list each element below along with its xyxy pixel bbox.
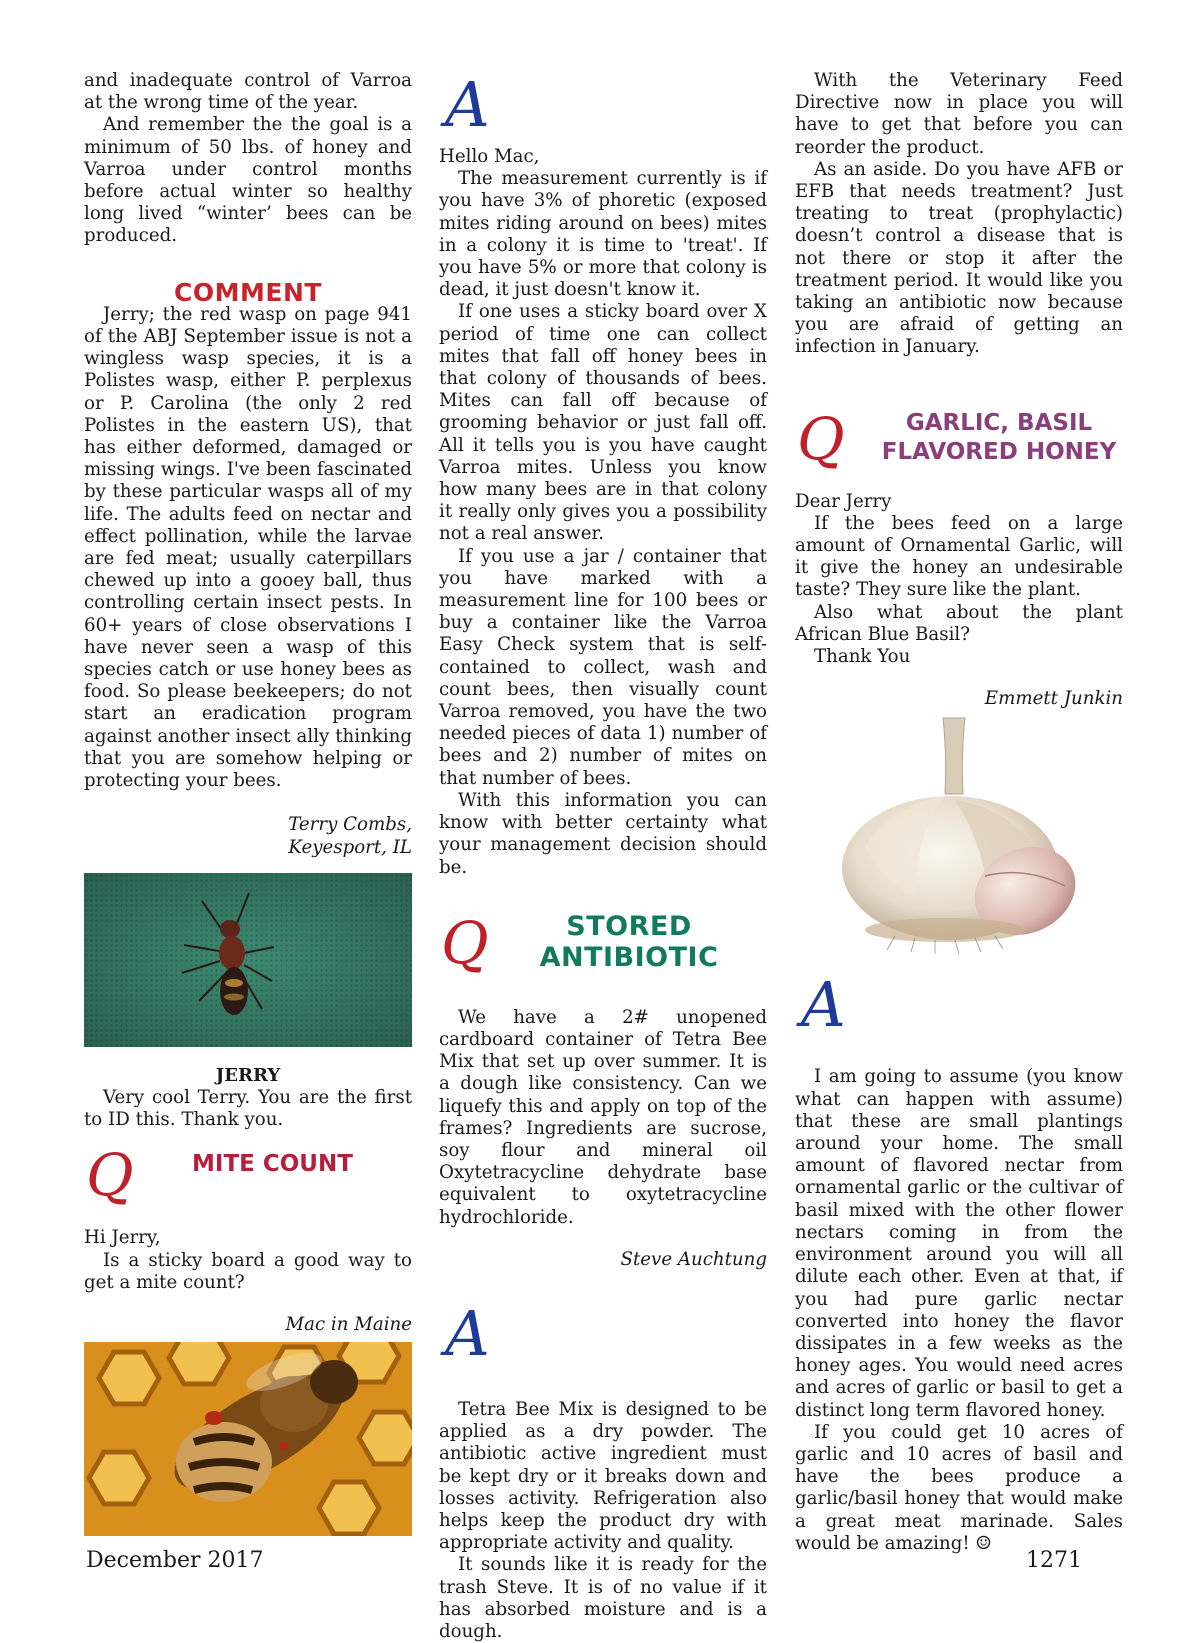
greeting: Dear Jerry	[795, 490, 892, 512]
answer: It sounds like it is ready for the trash Steve. It is of no value if it has absorbed moisture and is a dough.	[439, 1554, 767, 1642]
page-number: 1271	[1026, 1548, 1082, 1573]
garlic-basil-header	[795, 403, 1123, 481]
comment-text: Jerry; the red wasp on page 941 of the ABJ September issue is not a wingless wasp species, it is a Polistes wasp, either P. perplexus or P. Carolina (the only 2 red Polistes in the eastern US), that has either deformed, damaged or missing wings. I've been fascinated by these particular wasps all of my life. The adults feed on nectar and effect pollination, while the larvae are fed meat; usually caterpillars chewed up into a gooey ball, thus controlling certain insect pests. In 60+ years of close observations I have never seen a wasp of this species catch or use honey bees as food. So please beekeepers; do not start an eradication program against another insect ally thinking that you are somehow helping or protecting your bees.	[84, 303, 412, 792]
a-icon: A	[445, 68, 490, 141]
signature-steve: Steve Auchtung	[620, 1248, 767, 1270]
paragraph: With the Veterinary Feed Directive now in place you will have to get that before you can reorder the product.	[795, 70, 1123, 158]
bee-honeycomb-photo	[84, 1342, 412, 1536]
greeting: Hello Mac,	[439, 146, 540, 167]
mite-count-heading: MITE COUNT	[192, 1151, 353, 1178]
q-icon: Q	[86, 1141, 134, 1210]
garlic-basil-heading-line2: FLAVORED HONEY	[881, 438, 1117, 465]
column-3	[795, 70, 1123, 1555]
paragraph: and inadequate control of Varroa at the wrong time of the year.	[84, 70, 412, 114]
garlic-bulb-photo	[795, 716, 1123, 956]
signature-emmett: Emmett Junkin	[984, 688, 1123, 710]
paragraph: With this information you can know with better certainty what your management decision should be.	[439, 789, 767, 878]
jerry-heading: JERRY	[215, 1064, 281, 1086]
mite-count-header	[84, 1143, 412, 1217]
paragraph: As an aside. Do you have AFB or EFB that needs treatment? Just treating to treat (prophylactic) doesn’t control a disease that is not there or stop it after the treatment period. It would like you taking an antibiotic now because you are afraid of getting an infection in January.	[795, 158, 1123, 358]
closing: Thank You	[814, 646, 911, 668]
a-icon: A	[801, 968, 846, 1042]
answer: If you could get 10 acres of garlic and 10 acres of basil and have the bees produce a garlic/basil honey that would make a great meat marinade. Sales would be amazing! ☺	[795, 1421, 1123, 1554]
paragraph: The measurement currently is if you have 3% of phoretic (exposed mites riding around on bees) mites in a colony it is time to 'treat'. If you have 5% or more that colony is dead, it just doesn't know it.	[439, 168, 767, 301]
garlic-basil-heading-line1: GARLIC, BASIL	[905, 409, 1093, 436]
a-icon: A	[445, 1296, 490, 1370]
q-icon: Q	[441, 908, 489, 977]
question: Is a sticky board a good way to get a mite count?	[84, 1249, 412, 1293]
stored-antibiotic-header	[439, 909, 767, 991]
q-icon: Q	[797, 404, 845, 473]
greeting: Hi Jerry,	[84, 1227, 161, 1249]
question: Also what about the plant African Blue Basil?	[795, 601, 1123, 645]
stored-antibiotic-heading-line1: STORED	[566, 910, 692, 942]
signature-terry: Terry Combs,	[288, 814, 412, 836]
jerry-text: Very cool Terry. You are the first to ID this. Thank you.	[84, 1086, 412, 1131]
paragraph: And remember the the goal is a minimum of 50 lbs. of honey and Varroa under control months before actual winter so healthy long lived “winter’ bees can be produced.	[84, 114, 412, 247]
signature-location: Keyesport, IL	[288, 836, 412, 858]
issue-date: December 2017	[86, 1548, 264, 1573]
column-2	[439, 70, 767, 1643]
question: If the bees feed on a large amount of Ornamental Garlic, will it give the honey an undesirable taste? They sure like the plant.	[795, 512, 1123, 601]
wasp-photo	[84, 873, 412, 1047]
paragraph: If one uses a sticky board over X period of time one can collect mites that fall off honey bees in that colony of thousands of bees. Mites can fall off because of grooming behavior or just fall off. All it tells you is you have caught Varroa mites. Unless you know how many bees are in that colony it really only gives you a possibility not a real answer.	[439, 301, 767, 545]
comment-heading: COMMENT	[174, 277, 322, 307]
answer: I am going to assume (you know what can happen with assume) that these are small plantings around your home. The small amount of flavored nectar from ornamental garlic or the cultivar of basil mixed with the other flower nectars coming in from the environment around you will all dilute each other. Even at that, if you had pure garlic nectar converted into honey the flavor dissipates in a few weeks as the honey ages. You would need acres and acres of garlic or basil to get a distinct long term flavored honey.	[795, 1066, 1123, 1421]
paragraph: If you use a jar / container that you have marked with a measurement line for 100 bees or buy a container like the Varroa Easy Check system that is self-contained to collect, wash and count bees, then visually count Varroa removed, you have the two needed pieces of data 1) number of bees and 2) number of mites on that number of bees.	[439, 545, 767, 789]
stored-antibiotic-heading-line2: ANTIBIOTIC	[539, 941, 719, 973]
question: We have a 2# unopened cardboard container of Tetra Bee Mix that set up over summer. It is a dough like consistency. Can we liquefy this and apply on top of the frames? Ingredients are sucrose, soy flour and mineral oil Oxytetracycline dehydrate base equivalent to oxytetracycline hydrochloride.	[439, 1006, 767, 1228]
signature-mac: Mac in Maine	[285, 1313, 412, 1335]
answer: Tetra Bee Mix is designed to be applied as a dry powder. The antibiotic active ingredient must be kept dry or it breaks down and losses activity. Refrigeration also helps keep the product dry with appropriate activity and quality.	[439, 1398, 767, 1554]
column-1	[84, 70, 412, 1536]
